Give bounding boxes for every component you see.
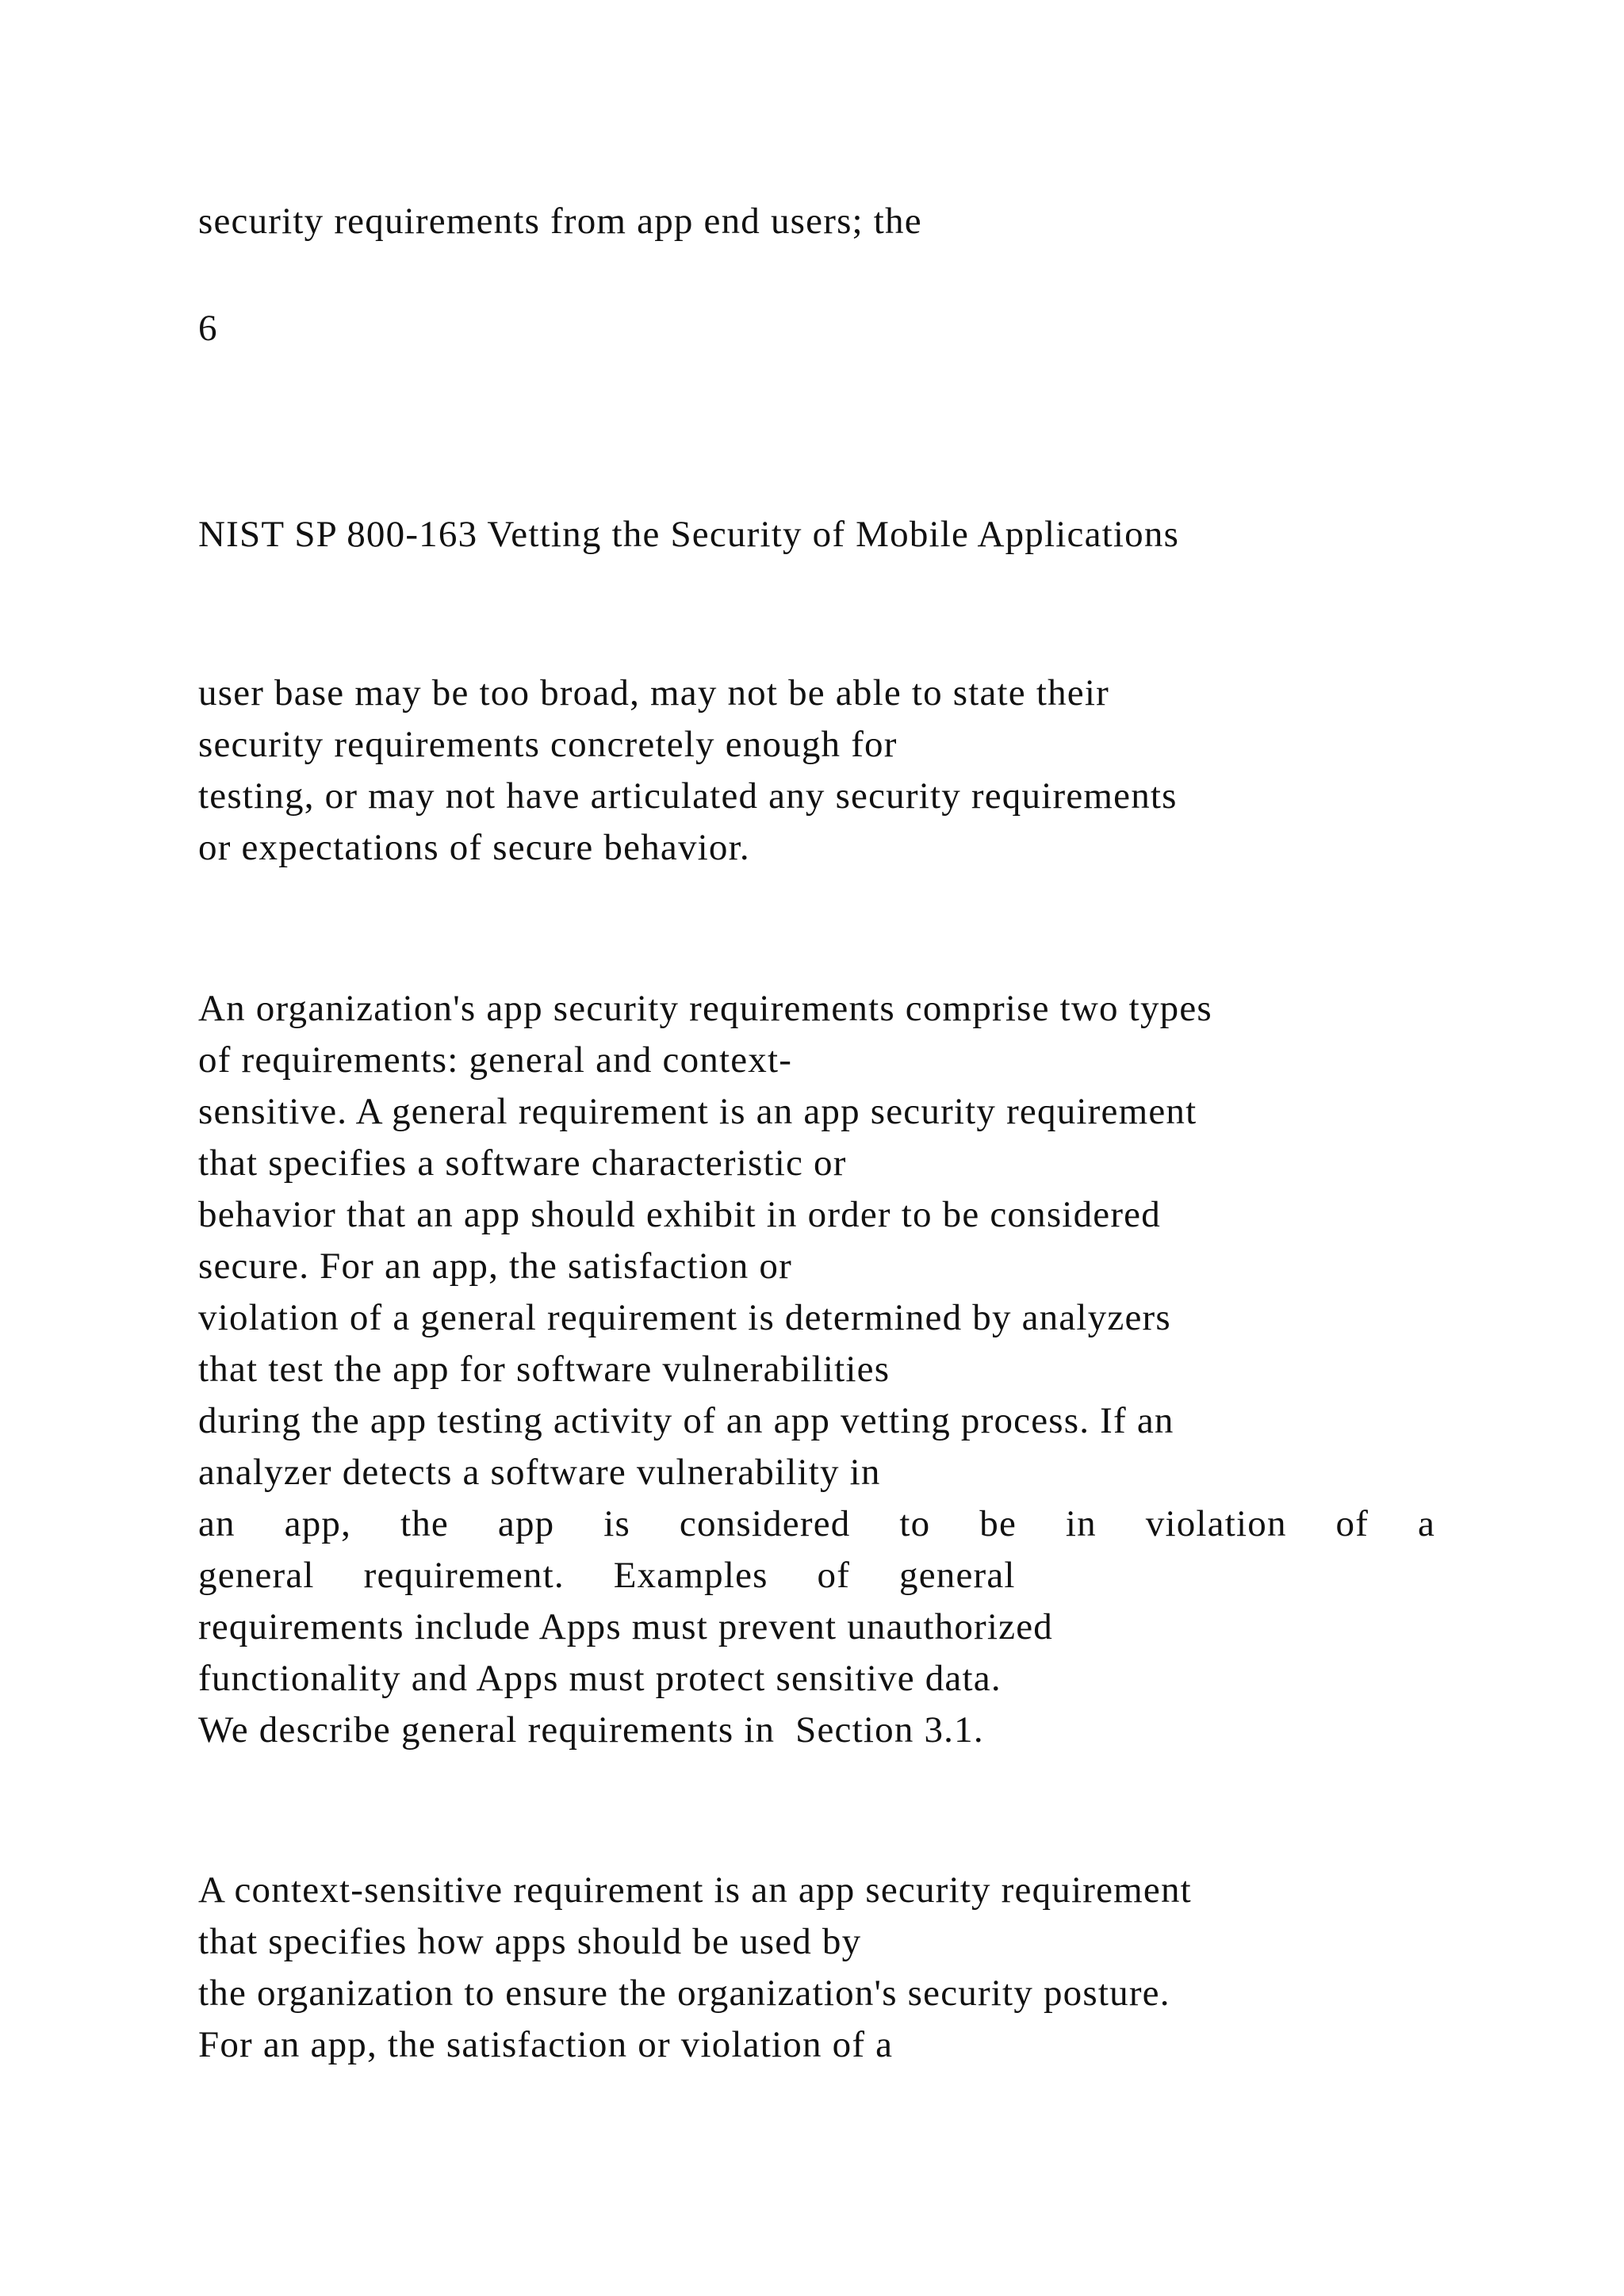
running-header: NIST SP 800-163 Vetting the Security of Mobile Applications <box>198 514 1180 555</box>
paragraph-line: For an app, the satisfaction or violation of a <box>198 2024 894 2065</box>
paragraph-line: of requirements: general and context- <box>198 1039 793 1081</box>
paragraph-line: secure. For an app, the satisfaction or <box>198 1246 792 1287</box>
paragraph-line: We describe general requirements in Section 3.1. <box>198 1709 984 1751</box>
paragraph-line: security requirements concretely enough for <box>198 724 898 765</box>
paragraph-line: testing, or may not have articulated any security requirements <box>198 775 1178 817</box>
page-number: 6 <box>198 308 218 349</box>
paragraph-line: that specifies how apps should be used by <box>198 1921 862 1962</box>
paragraph-line: requirements include Apps must prevent unauthorized <box>198 1606 1053 1647</box>
paragraph-line: violation of a general requirement is determined by analyzers <box>198 1297 1171 1338</box>
intro-line: security requirements from app end users; the <box>198 201 922 242</box>
paragraph-line: sensitive. A general requirement is an app security requirement <box>198 1091 1197 1132</box>
paragraph-line: during the app testing activity of an app vetting process. If an <box>198 1400 1174 1441</box>
paragraph-line: analyzer detects a software vulnerability in <box>198 1452 881 1493</box>
paragraph-line: or expectations of secure behavior. <box>198 827 750 868</box>
paragraph-line: the organization to ensure the organization's security posture. <box>198 1973 1170 2014</box>
paragraph-line: An organization's app security requirements comprise two types <box>198 988 1212 1029</box>
paragraph-line: A context-sensitive requirement is an app security requirement <box>198 1869 1192 1911</box>
paragraph-line: user base may be too broad, may not be able to state their <box>198 672 1109 714</box>
paragraph-line: that test the app for software vulnerabilities <box>198 1349 891 1390</box>
paragraph-line: an app, the app is considered to be in violation of a <box>198 1503 1436 1544</box>
paragraph-line: behavior that an app should exhibit in order to be considered <box>198 1194 1161 1235</box>
paragraph-line: that specifies a software characteristic or <box>198 1142 847 1184</box>
paragraph-line: functionality and Apps must protect sensitive data. <box>198 1658 1002 1699</box>
paragraph-line: general requirement. Examples of general <box>198 1555 1016 1596</box>
